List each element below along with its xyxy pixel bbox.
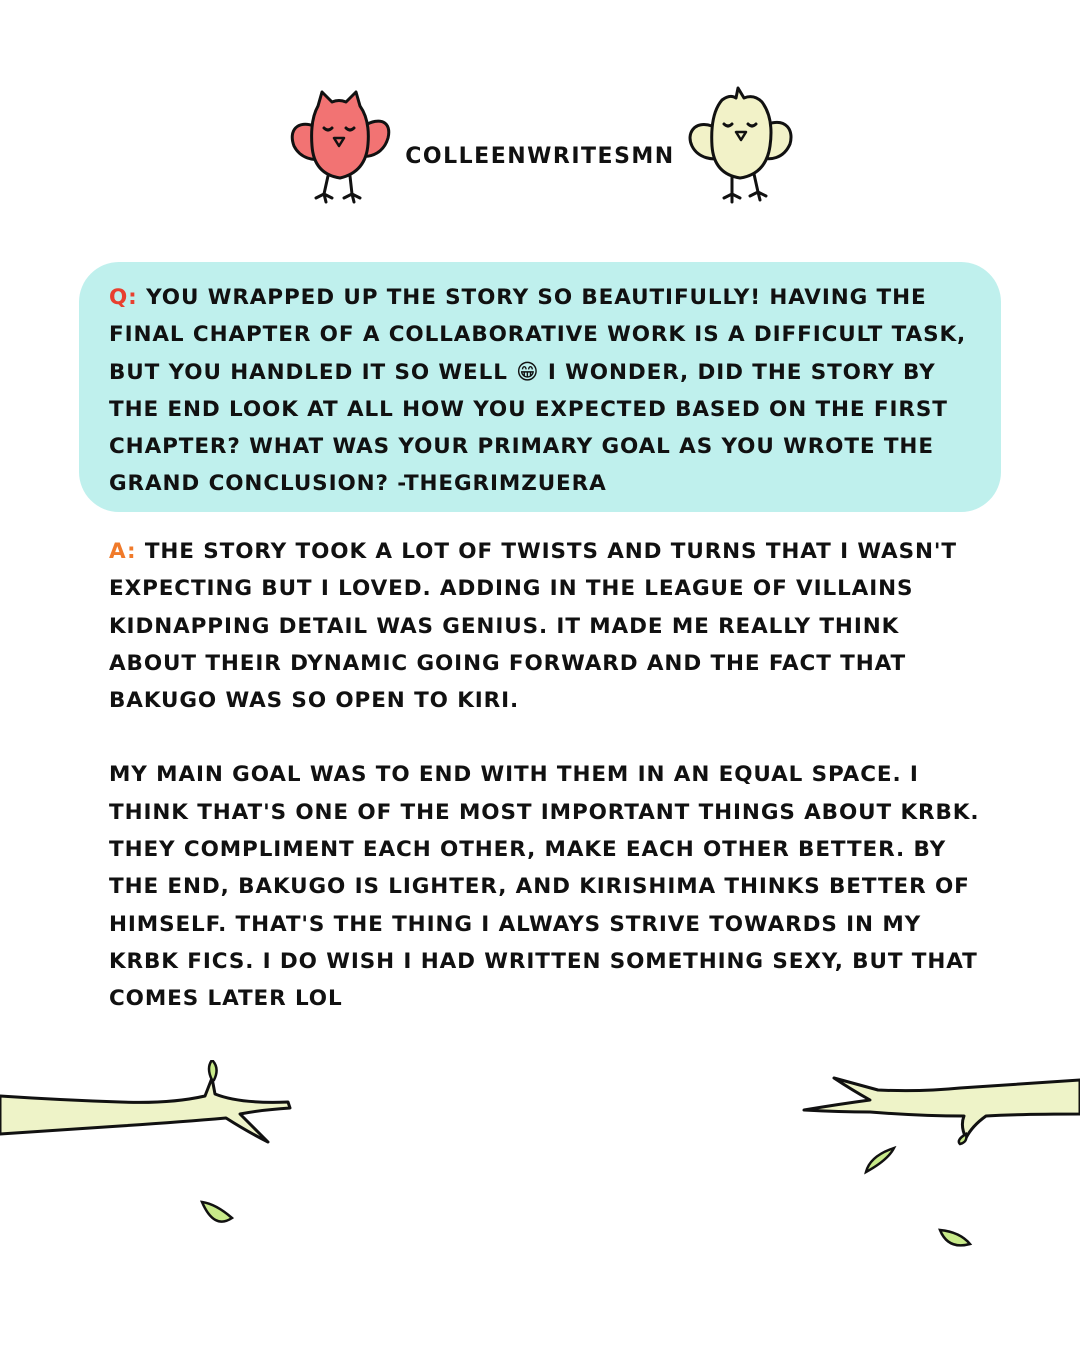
- question-body: YOU WRAPPED UP THE STORY SO BEAUTIFULLY! HAVING THE FINAL CHAPTER OF A COLLABORATIVE WORK IS A DIFFICULT TASK, BUT YOU HANDLED IT SO WELL 😁 I WONDER, DID THE STORY BY THE END LOOK AT ALL HOW YOU EXPECTED BASED ON THE FIRST CHAPTER? WHAT WAS YOUR PRIMARY GOAL AS YOU WROTE THE GRAND CONCLUSION? -THEGRIMZUERA: [109, 285, 967, 497]
- author-handle: COLLEENWRITESMN: [405, 144, 675, 169]
- question-box: [79, 262, 1001, 512]
- answer-body-1: THE STORY TOOK A LOT OF TWISTS AND TURNS THAT I WASN'T EXPECTING BUT I LOVED. ADDING IN THE LEAGUE OF VILLAINS KIDNAPPING DETAIL WAS GENIUS. IT MADE ME REALLY THINK ABOUT THEIR DYNAMIC GOING FORWARD AND THE FACT THAT BAKUGO WAS SO OPEN TO KIRI.: [109, 539, 957, 714]
- question-label: Q:: [109, 285, 138, 310]
- answer-paragraph-1: [109, 533, 989, 719]
- answer-paragraph-2: MY MAIN GOAL WAS TO END WITH THEM IN AN EQUAL SPACE. I THINK THAT'S ONE OF THE MOST IMPORTANT THINGS ABOUT KRBK. THEY COMPLIMENT EACH OTHER, MAKE EACH OTHER BETTER. BY THE END, BAKUGO IS LIGHTER, AND KIRISHIMA THINKS BETTER OF HIMSELF. THAT'S THE THING I ALWAYS STRIVE TOWARDS IN MY KRBK FICS. I DO WISH I HAD WRITTEN SOMETHING SEXY, BUT THAT COMES LATER LOL: [109, 762, 980, 1012]
- question-text: [109, 279, 971, 503]
- leaf-icon: [202, 1202, 232, 1222]
- header: [0, 80, 1080, 210]
- leaf-icon: [866, 1148, 894, 1172]
- yellow-bird-icon: [684, 84, 796, 206]
- answer-section: [109, 533, 989, 1018]
- tree-branch-icon: [0, 1060, 300, 1240]
- tree-branch-icon: [800, 1068, 1080, 1258]
- leaf-icon: [940, 1230, 970, 1245]
- answer-label: A:: [109, 539, 137, 564]
